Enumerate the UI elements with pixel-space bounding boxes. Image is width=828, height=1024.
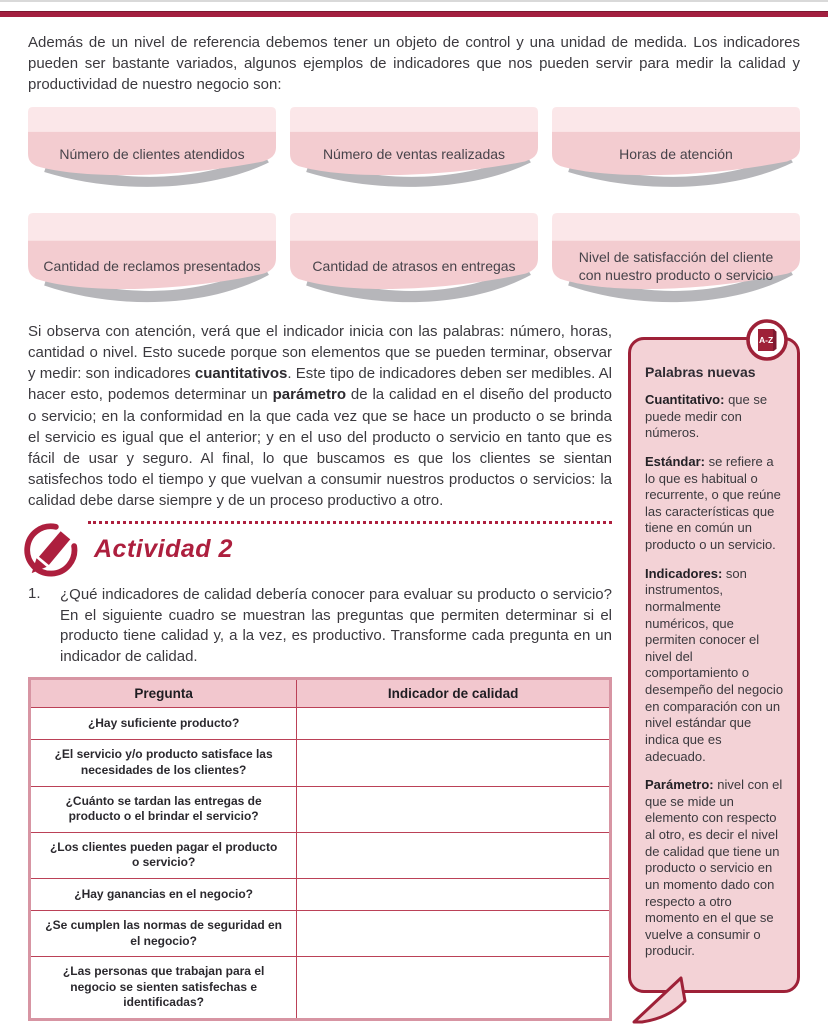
glossary-entry (645, 392, 784, 442)
quality-indicator-table (28, 677, 612, 1021)
answer-cell[interactable] (297, 957, 611, 1020)
glossary-definition: nivel con el que se mide un elemento con respecto al otro, es decir el nivel de calidad que tiene un producto o servicio en un momento dado con respecto a otro momento en el que se vuelve a consumir o producir. (645, 777, 783, 959)
table-row (30, 708, 611, 740)
glossary-definition: se refiere a lo que es habitual o recurrente, o que reúne las características que tiene en común un producto o un servicio. (645, 453, 781, 552)
speech-bubble-tail (631, 975, 695, 1024)
paragraph-text: Si observa con atención, verá que el indicador inicia con las palabras: número, horas, cantidad o nivel. Esto sucede porque son elementos que se pueden terminar, observar y medir: son indicadores (28, 323, 612, 383)
table-row (30, 879, 611, 911)
question-cell: ¿Hay ganancias en el negocio? (30, 879, 297, 911)
table-row (30, 832, 611, 878)
column-header-indicador: Indicador de calidad (297, 679, 611, 708)
indicator-note-label: Horas de atención (619, 146, 733, 163)
glossary-entry (645, 777, 784, 960)
column-header-pregunta: Pregunta (30, 679, 297, 708)
answer-cell[interactable] (297, 911, 611, 957)
answer-cell[interactable] (297, 832, 611, 878)
az-icon-label: A-Z (759, 335, 774, 345)
bold-term-parametro: parámetro (272, 386, 346, 404)
table-row (30, 911, 611, 957)
list-number: 1. (28, 585, 41, 603)
glossary-entry (645, 454, 784, 554)
question-cell: ¿Cuánto se tardan las entregas de producto o el brindar el servicio? (30, 786, 297, 832)
indicator-notes-grid (28, 107, 800, 309)
bold-term-cuantitativos: cuantitativos (194, 365, 288, 383)
table-header-row (30, 679, 611, 708)
main-text-column (28, 321, 612, 1021)
glossary-sidebar (628, 337, 800, 993)
glossary-definition: son instrumentos, normalmente numéricos, que permiten conocer el nivel del comportamiento o desempeño del negocio en comparación con un nivel estándar que indica que es adecuado. (645, 565, 784, 764)
question-cell: ¿Las personas que trabajan para el negocio se sienten satisfechas e identificadas? (30, 957, 297, 1020)
table-row (30, 957, 611, 1020)
indicator-note (552, 213, 800, 309)
glossary-term: Cuantitativo: (645, 392, 725, 407)
indicator-note (552, 107, 800, 193)
glossary-box (628, 337, 800, 993)
table-row (30, 740, 611, 786)
indicator-note (290, 213, 538, 309)
top-hairline (0, 0, 828, 2)
indicator-note-label: Número de clientes atendidos (59, 146, 245, 163)
quality-paragraph (28, 321, 612, 511)
dotted-divider (88, 521, 612, 524)
activity-item-1 (28, 585, 612, 667)
glossary-entry (645, 566, 784, 766)
indicator-note-label: Nivel de satisfacción del cliente con nuestro producto o servicio (578, 249, 774, 283)
paragraph-text: . Este tipo de indicadores deben ser medibles. Al hacer esto, podemos determinar un (28, 365, 612, 404)
glossary-title: Palabras nuevas (645, 364, 756, 380)
answer-cell[interactable] (297, 740, 611, 786)
glossary-term: Parámetro: (645, 777, 714, 793)
main-columns (28, 321, 800, 1021)
page-content (0, 32, 828, 1021)
activity-header (28, 521, 612, 579)
indicator-note-label: Cantidad de reclamos presentados (43, 258, 261, 275)
glossary-definition: que se puede medir con números. (645, 392, 768, 441)
top-accent-bar (0, 11, 828, 17)
glossary-term: Estándar: (645, 453, 705, 469)
question-cell: ¿Hay suficiente producto? (30, 708, 297, 740)
indicator-note-label: Cantidad de atrasos en entregas (312, 258, 516, 275)
intro-paragraph: Además de un nivel de referencia debemos tener un objeto de control y una unidad de medida. Los indicadores pueden ser bastante variados, algunos ejemplos de indicadores que nos pueden servir para medir la calidad y productividad de nuestro negocio son: (28, 34, 800, 93)
glossary-term: Indicadores: (645, 565, 723, 581)
pencil-circle-icon (24, 523, 78, 582)
answer-cell[interactable] (297, 708, 611, 740)
paragraph-text: de la calidad en el diseño del producto o servicio; en la conformidad en la que cada vez que se hace un producto o se brinda el servicio es igual que el anterior; y en el uso del producto o servicio en tanto que es fácil de usar y seguro. Al final, lo que buscamos es que los clientes se sientan satisfechos todo el tiempo y que vuelvan a consumir nuestros productos o servicios: la calidad debe darse siempre y de un proceso productivo a otro. (28, 386, 613, 510)
indicator-note (290, 107, 538, 193)
question-cell: ¿Los clientes pueden pagar el producto o servicio? (30, 832, 297, 878)
activity-item-text: ¿Qué indicadores de calidad debería conocer para evaluar su producto o servicio? En el siguiente cuadro se muestran las preguntas que permiten determinar si el producto tiene calidad y, a la vez, es productivo. Transforme cada pregunta en un indicador de calidad. (60, 586, 612, 665)
table-row (30, 786, 611, 832)
question-cell: ¿El servicio y/o producto satisface las necesidades de los clientes? (30, 740, 297, 786)
indicator-note (28, 107, 276, 193)
question-cell: ¿Se cumplen las normas de seguridad en el negocio? (30, 911, 297, 957)
dictionary-az-icon (745, 318, 789, 367)
activity-title: Actividad 2 (94, 535, 233, 564)
indicator-note (28, 213, 276, 309)
indicator-note-label: Número de ventas realizadas (322, 146, 506, 163)
answer-cell[interactable] (297, 786, 611, 832)
answer-cell[interactable] (297, 879, 611, 911)
